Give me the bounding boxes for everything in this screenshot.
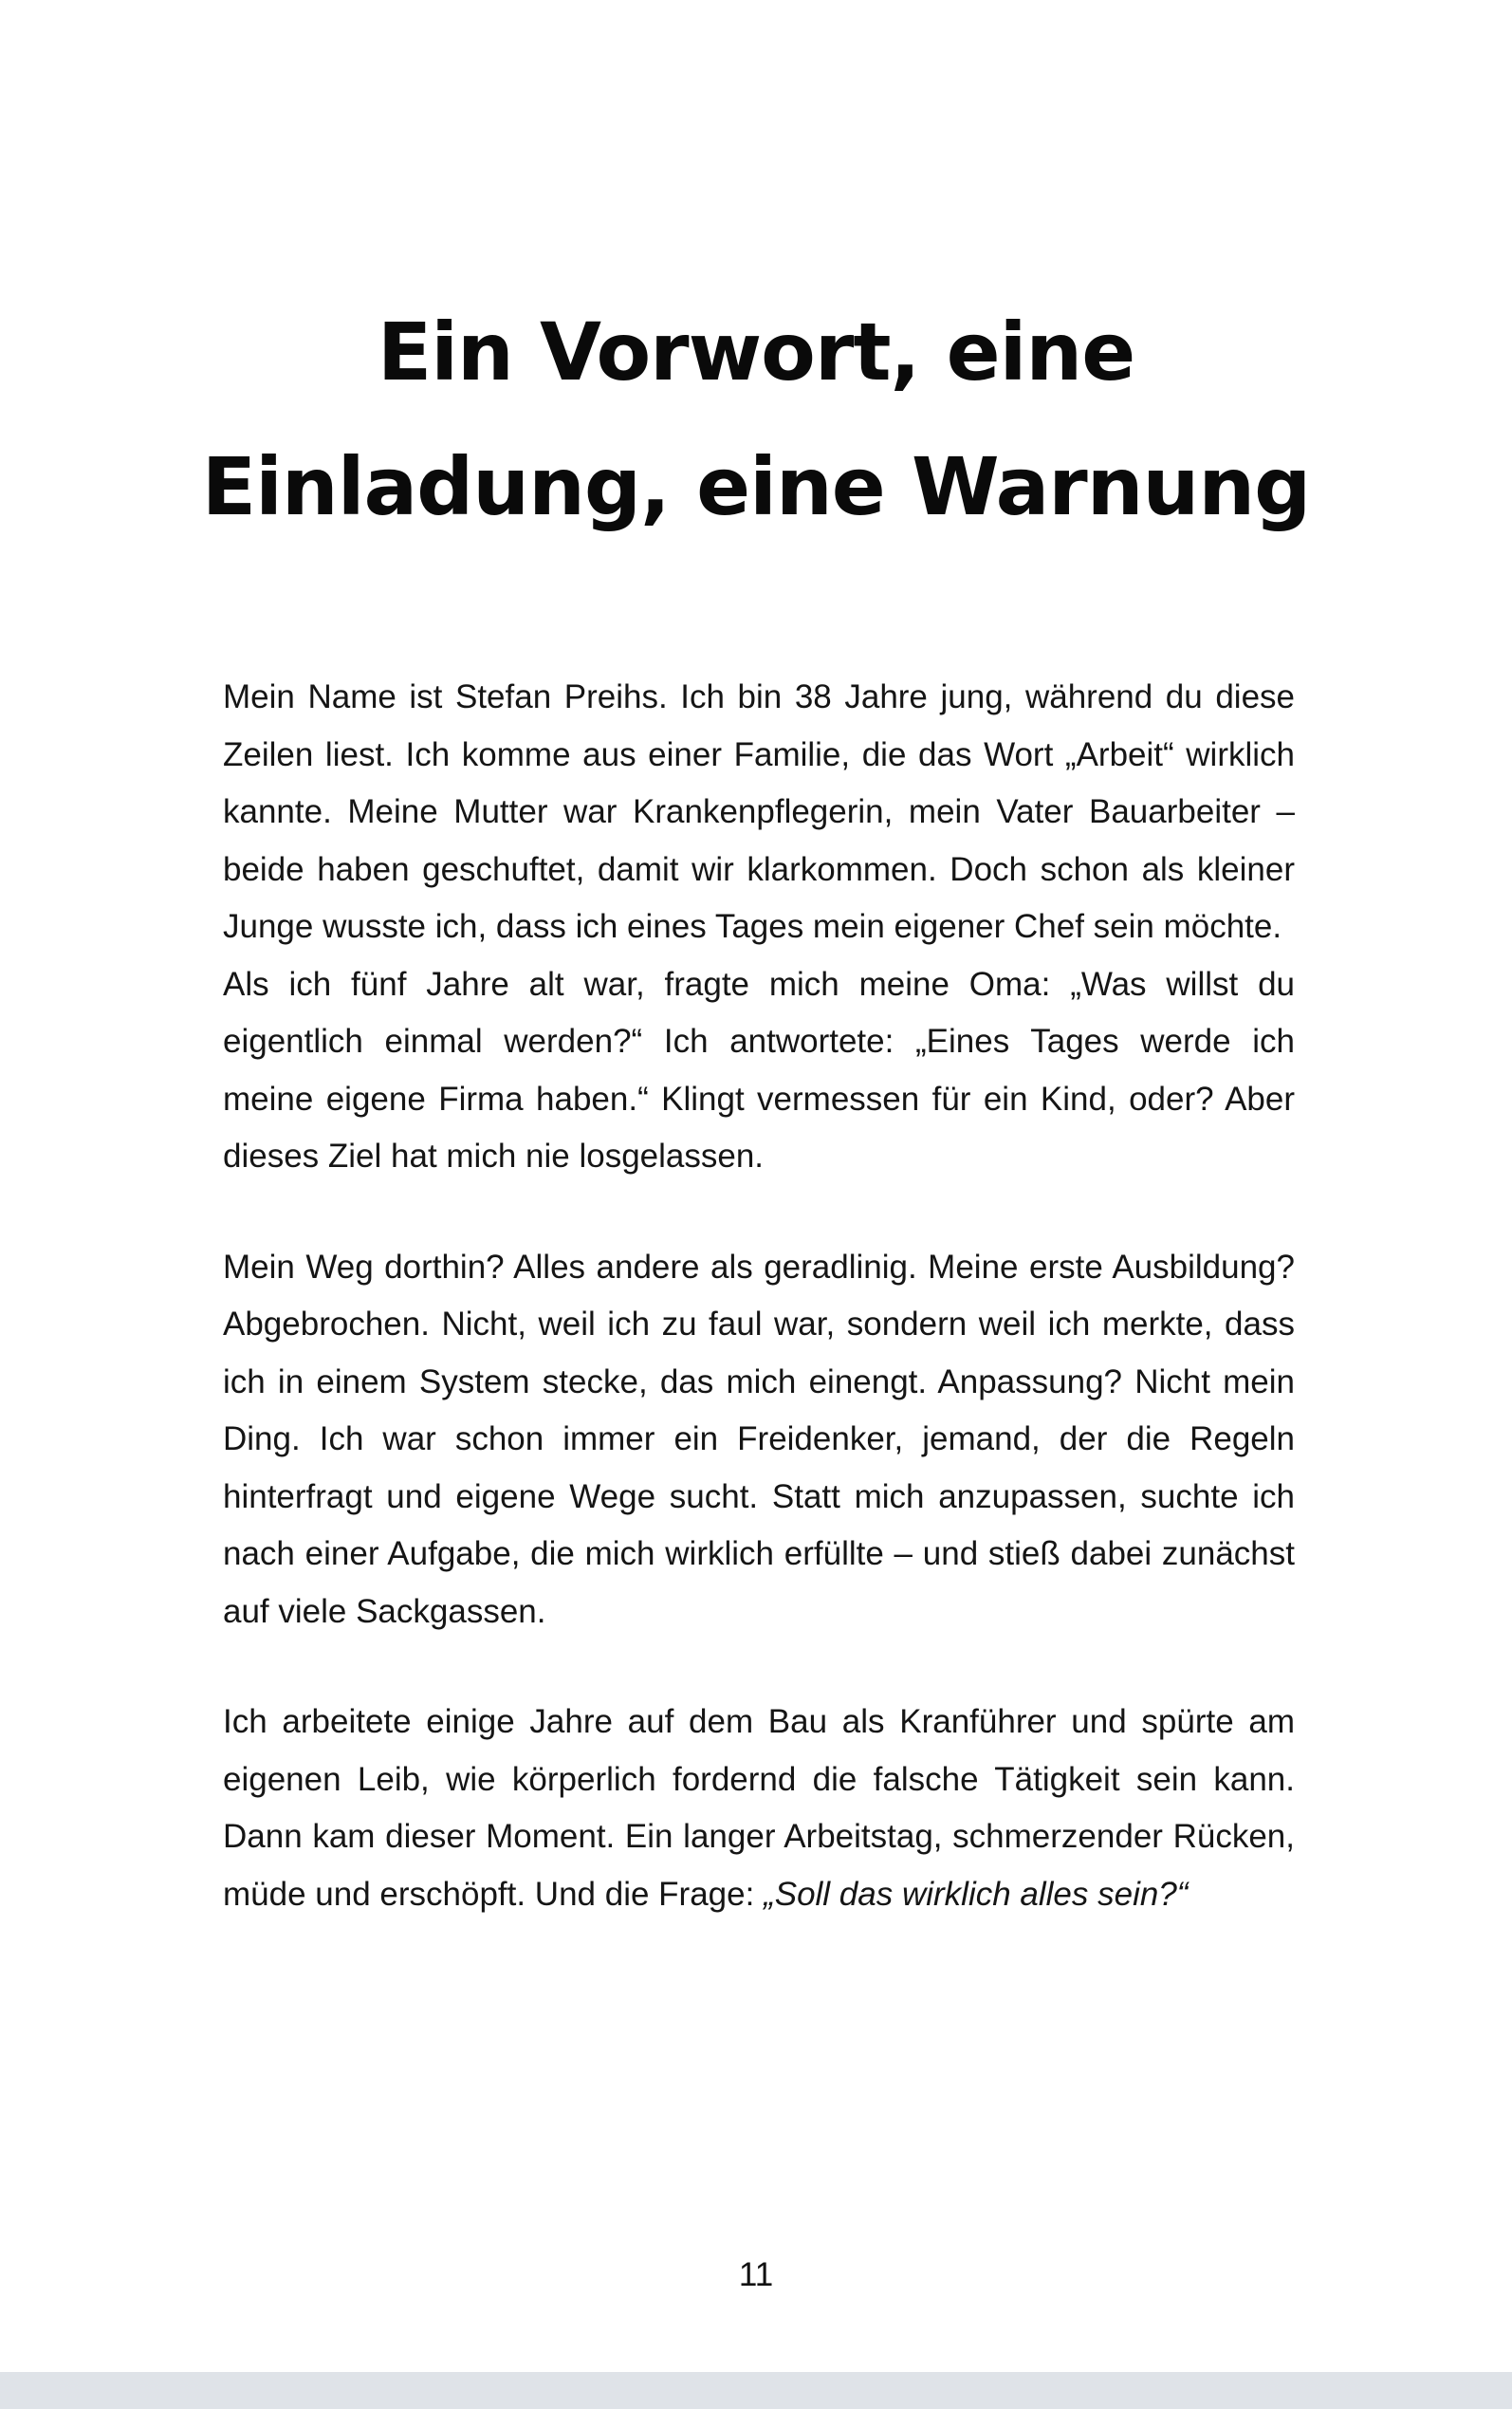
paragraph-4-quote: „Soll das wirklich alles sein?“ bbox=[764, 1875, 1189, 1913]
paragraph-3: Mein Weg dorthin? Alles andere als geradlinig. Meine erste Ausbildung? Abgebrochen. Nicht, weil ich zu faul war, sondern weil ich merkte, dass ich in einem System stecke, das mich einengt. Anpassung? Nicht mein Ding. Ich war schon immer ein Freidenker, jemand, der die Regeln hinterfragt und eigene Wege sucht. Statt mich anzupassen, suchte ich nach einer Aufgabe, die mich wirklich erfüllte – und stieß dabei zunächst auf viele Sackgassen. bbox=[223, 1248, 1295, 1630]
page-number: 11 bbox=[738, 2256, 774, 2293]
chapter-title-line-2: Einladung, eine Warnung bbox=[201, 440, 1311, 533]
body-text bbox=[223, 669, 1295, 1923]
paragraph-4 bbox=[223, 1694, 1295, 1923]
paragraph-4-text: Ich arbeitete einige Jahre auf dem Bau als Kranführer und spürte am eigenen Leib, wie körperlich fordernd die falsche Tätigkeit sein kann. Dann kam dieser Moment. Ein langer Arbeitstag, schmerzender Rücken, müde und erschöpft. Und die Frage: bbox=[223, 1703, 1295, 1913]
viewer-bottom-strip bbox=[0, 2372, 1512, 2409]
paragraph-1: Mein Name ist Stefan Preihs. Ich bin 38 Jahre jung, während du diese Zeilen liest. Ich komme aus einer Familie, die das Wort „Arbeit“ wirklich kannte. Meine Mutter war Krankenpflegerin, mein Vater Bauarbeiter – beide haben geschuftet, damit wir klarkommen. Doch schon als kleiner Junge wusste ich, dass ich eines Tages mein eigener Chef sein möchte. bbox=[223, 678, 1295, 945]
chapter-title-line-1: Ein Vorwort, eine bbox=[377, 306, 1135, 398]
chapter-title bbox=[190, 285, 1322, 554]
paragraph-2: Als ich fünf Jahre alt war, fragte mich meine Oma: „Was willst du eigentlich einmal werden?“ Ich antwortete: „Eines Tages werde ich meine eigene Firma haben.“ Klingt vermessen für ein Kind, oder? Aber dieses Ziel hat mich nie losgelassen. bbox=[223, 965, 1295, 1175]
